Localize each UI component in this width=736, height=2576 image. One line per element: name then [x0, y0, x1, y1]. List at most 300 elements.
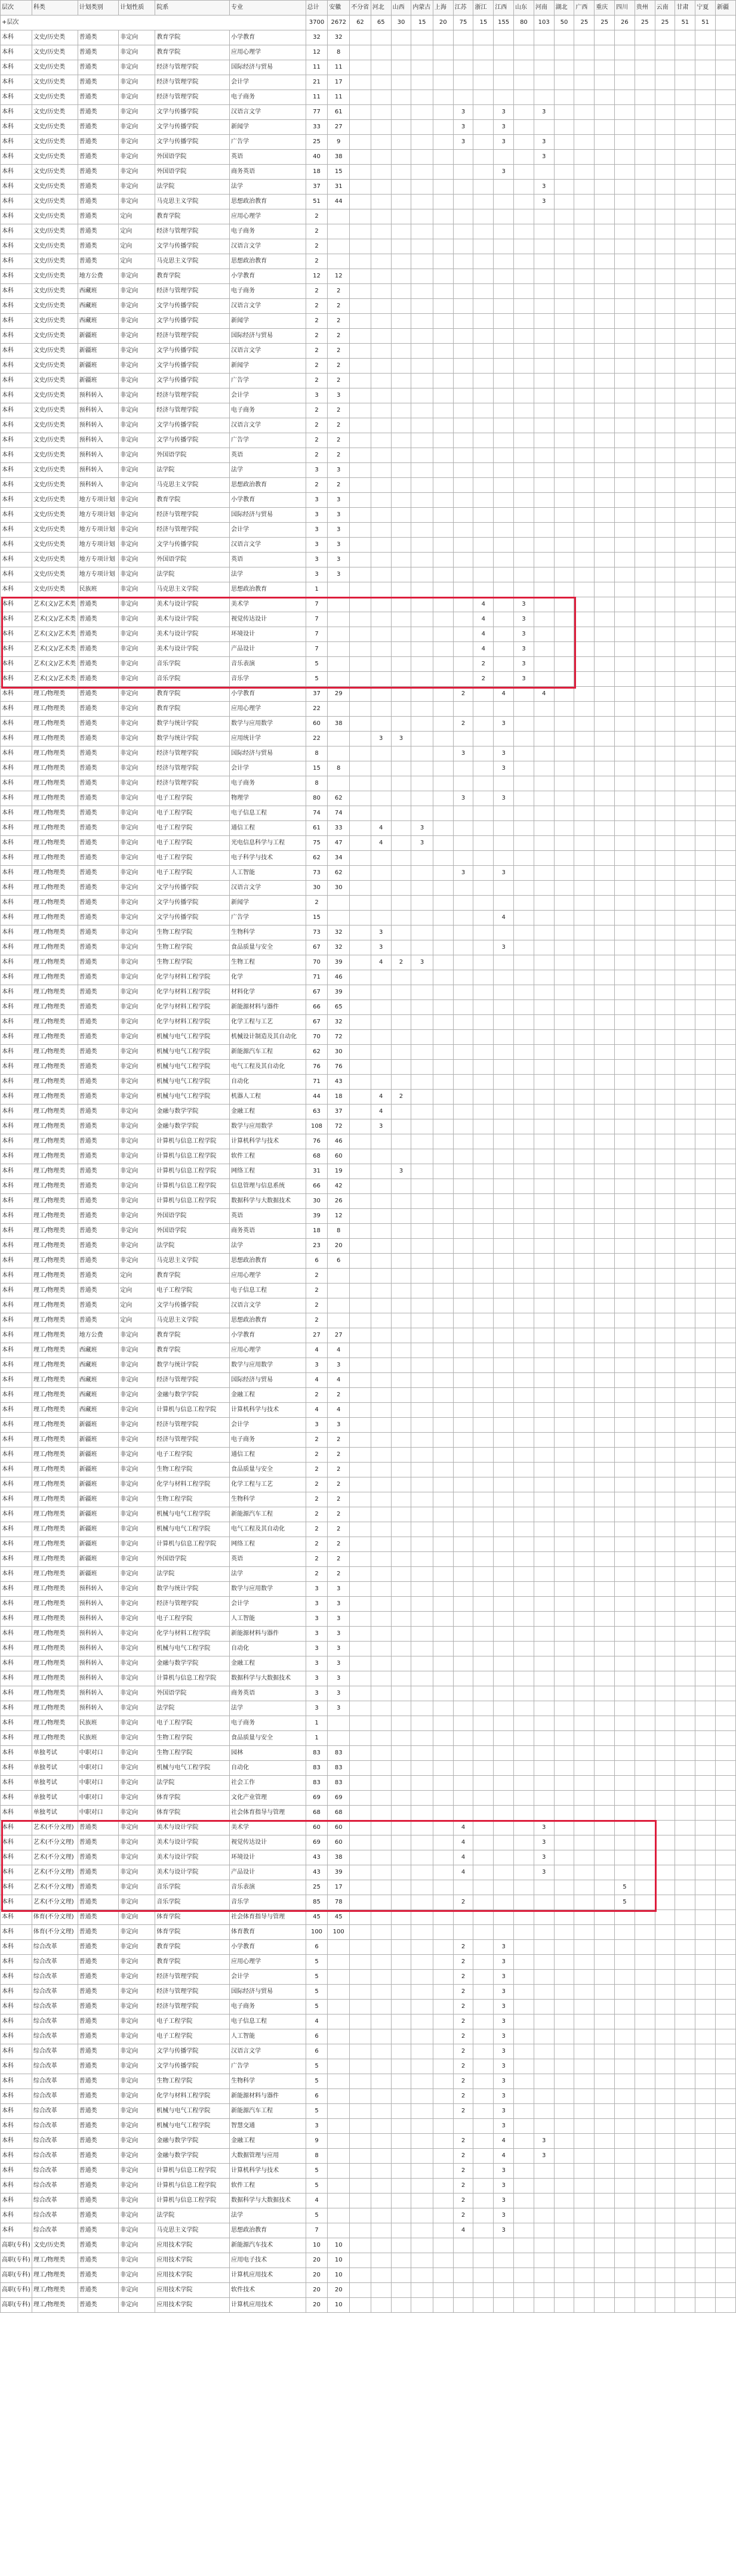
table-cell [514, 1179, 534, 1194]
table-cell [433, 2179, 453, 2194]
table-cell: 非定向 [119, 374, 155, 388]
table-cell [371, 1015, 391, 1030]
table-cell [716, 1880, 736, 1895]
table-cell [554, 388, 574, 403]
table-cell [635, 1134, 655, 1149]
table-cell: 本科 [1, 2164, 32, 2179]
table-cell: 3 [328, 1597, 350, 1612]
table-cell: 新疆班 [78, 1418, 119, 1433]
table-cell: 地方专项计划 [78, 493, 119, 508]
table-cell [514, 329, 534, 344]
table-cell [615, 970, 635, 985]
table-cell: 文史/历史类 [32, 269, 78, 284]
table-cell: 普通类 [78, 165, 119, 180]
table-cell: 西藏班 [78, 1373, 119, 1388]
table-cell [391, 2029, 411, 2044]
table-cell [695, 1179, 716, 1194]
table-cell: 应用技术学院 [155, 2253, 230, 2268]
table-cell: 本科 [1, 851, 32, 866]
table-cell: 文学与传播学院 [155, 344, 230, 359]
table-cell [433, 2044, 453, 2059]
table-cell: 外国语学院 [155, 165, 230, 180]
table-cell: 新疆班 [78, 1567, 119, 1582]
table-cell [675, 687, 695, 702]
table-cell: 定向 [119, 254, 155, 269]
table-cell [433, 2268, 453, 2283]
table-cell [554, 359, 574, 374]
table-cell [453, 463, 473, 478]
table-cell: 5 [306, 2059, 328, 2074]
table-cell: 42 [328, 1179, 350, 1194]
table-cell: 马克思主义学院 [155, 2223, 230, 2238]
table-cell [615, 463, 635, 478]
table-cell [514, 493, 534, 508]
column-header[interactable]: 专业 [230, 1, 306, 16]
table-cell [473, 1477, 494, 1492]
table-cell [494, 1686, 514, 1701]
table-cell: 62 [306, 1045, 328, 1060]
table-cell: 理工/物理类 [32, 896, 78, 911]
table-cell: 非定向 [119, 2119, 155, 2134]
table-cell [595, 1865, 615, 1880]
table-cell [615, 1970, 635, 1985]
column-header[interactable]: 山西 [391, 1, 411, 16]
table-cell [655, 60, 675, 75]
table-cell: 本科 [1, 1448, 32, 1463]
column-header[interactable]: 云南 [655, 1, 675, 16]
table-cell [716, 2044, 736, 2059]
table-cell: 地方专项计划 [78, 553, 119, 567]
table-cell [371, 1597, 391, 1612]
table-cell: 文学与传播学院 [155, 896, 230, 911]
table-cell: 理工/物理类 [32, 911, 78, 925]
table-cell [411, 508, 433, 523]
table-cell [391, 2268, 411, 2283]
table-cell: 7 [306, 627, 328, 642]
table-cell: 普通类 [78, 1955, 119, 1970]
table-cell [453, 1075, 473, 1090]
table-cell [411, 791, 433, 806]
table-cell [391, 1761, 411, 1776]
table-cell [514, 165, 534, 180]
table-cell [514, 1627, 534, 1642]
table-cell [655, 657, 675, 672]
table-cell: 教育学院 [155, 209, 230, 224]
table-cell [716, 1463, 736, 1477]
table-cell [371, 970, 391, 985]
table-cell [655, 195, 675, 209]
table-cell [473, 1134, 494, 1149]
table-cell: 3 [306, 553, 328, 567]
table-cell [615, 1910, 635, 1925]
table-cell [635, 567, 655, 582]
table-cell [391, 1776, 411, 1791]
table-cell: 30 [328, 1045, 350, 1060]
total-label[interactable]: +层次 [1, 16, 306, 30]
table-cell [675, 2014, 695, 2029]
table-cell [655, 1537, 675, 1552]
table-cell [574, 1075, 595, 1090]
table-cell: 1 [306, 1716, 328, 1731]
table-cell: 本科 [1, 1791, 32, 1806]
column-header[interactable]: 新疆 [716, 1, 736, 16]
table-cell: 3 [328, 538, 350, 553]
table-cell [391, 2119, 411, 2134]
table-cell [574, 2119, 595, 2134]
table-cell [350, 1328, 371, 1343]
column-header[interactable]: 湖北 [554, 1, 574, 16]
table-cell: 预科转入 [78, 1582, 119, 1597]
header-row [1, 1, 736, 16]
table-cell [473, 1343, 494, 1358]
table-cell [371, 687, 391, 702]
table-cell: 经济与管理学院 [155, 75, 230, 90]
table-row [1, 2253, 736, 2268]
table-cell: 预科转入 [78, 1671, 119, 1686]
table-cell [595, 1388, 615, 1403]
table-cell [655, 836, 675, 851]
table-cell: 中职对口 [78, 1776, 119, 1791]
table-row [1, 1865, 736, 1880]
table-cell [494, 1060, 514, 1075]
table-cell [494, 1806, 514, 1821]
table-cell [695, 344, 716, 359]
table-cell: 12 [328, 1209, 350, 1224]
table-cell [554, 60, 574, 75]
table-cell [534, 567, 554, 582]
table-cell [716, 418, 736, 433]
table-cell [473, 1060, 494, 1075]
table-cell: 75 [306, 836, 328, 851]
table-cell [371, 329, 391, 344]
table-cell [716, 1731, 736, 1746]
table-cell [494, 1477, 514, 1492]
table-cell: 通信工程 [230, 821, 306, 836]
table-cell [695, 150, 716, 165]
table-cell: 化学与材料工程学院 [155, 970, 230, 985]
table-cell [554, 1388, 574, 1403]
table-cell [514, 2238, 534, 2253]
table-cell [411, 1209, 433, 1224]
table-cell: 6 [306, 1940, 328, 1955]
table-cell: 27 [306, 1328, 328, 1343]
table-cell [615, 1940, 635, 1955]
table-cell: 普通类 [78, 1940, 119, 1955]
table-cell: 数学与应用数学 [230, 1119, 306, 1134]
table-cell: 本科 [1, 1000, 32, 1015]
table-cell: 普通类 [78, 2238, 119, 2253]
column-header[interactable]: 计划类别 [78, 1, 119, 16]
table-cell [635, 687, 655, 702]
table-cell [514, 2223, 534, 2238]
table-cell [534, 1761, 554, 1776]
table-cell [514, 1463, 534, 1477]
table-cell: 艺术(不分文理) [32, 1865, 78, 1880]
table-cell [675, 1985, 695, 2000]
table-cell: 非定向 [119, 925, 155, 940]
table-cell [514, 1671, 534, 1686]
table-cell [655, 90, 675, 105]
table-cell [453, 493, 473, 508]
table-cell [473, 2059, 494, 2074]
table-cell: 3 [494, 2223, 514, 2238]
table-cell [411, 1671, 433, 1686]
table-cell [695, 1060, 716, 1075]
table-cell: 30 [306, 881, 328, 896]
table-cell [574, 836, 595, 851]
table-cell: 艺术(文)/艺术类 [32, 612, 78, 627]
column-header[interactable]: 江西 [494, 1, 514, 16]
table-cell [534, 1642, 554, 1656]
table-cell: 本科 [1, 269, 32, 284]
table-cell: 教育学院 [155, 269, 230, 284]
table-cell [534, 1955, 554, 1970]
table-cell: 数学与应用数学 [230, 1358, 306, 1373]
table-cell [554, 1940, 574, 1955]
column-header[interactable]: 科类 [32, 1, 78, 16]
table-cell [473, 180, 494, 195]
table-cell [716, 970, 736, 985]
table-cell: 法学院 [155, 1776, 230, 1791]
table-cell: 3 [328, 523, 350, 538]
table-cell [411, 2149, 433, 2164]
table-cell [433, 2029, 453, 2044]
table-row [1, 1746, 736, 1761]
table-cell: 应用电子技术 [230, 2253, 306, 2268]
table-cell [473, 2119, 494, 2134]
table-cell: 理工/物理类 [32, 1567, 78, 1582]
table-cell [615, 1612, 635, 1627]
column-header[interactable]: 安徽 [328, 1, 350, 16]
table-row [1, 746, 736, 761]
table-cell [716, 925, 736, 940]
table-cell [371, 612, 391, 627]
column-header[interactable]: 宁夏 [695, 1, 716, 16]
table-cell [494, 1522, 514, 1537]
table-cell: 文史/历史类 [32, 284, 78, 299]
table-cell: 2 [306, 359, 328, 374]
table-cell [554, 2134, 574, 2149]
table-cell [534, 2283, 554, 2298]
table-cell: 中职对口 [78, 1761, 119, 1776]
table-cell: 普通类 [78, 1030, 119, 1045]
table-cell [716, 1895, 736, 1910]
table-cell [453, 269, 473, 284]
table-row [1, 493, 736, 508]
table-cell: 2 [473, 657, 494, 672]
table-cell [554, 344, 574, 359]
table-cell [695, 493, 716, 508]
table-cell [695, 1015, 716, 1030]
table-cell: 本科 [1, 403, 32, 418]
table-cell [433, 2000, 453, 2014]
table-cell [595, 2149, 615, 2164]
table-cell: 文史/历史类 [32, 478, 78, 493]
table-cell [494, 2238, 514, 2253]
column-header[interactable]: 院系 [155, 1, 230, 16]
table-cell [494, 1448, 514, 1463]
column-header[interactable]: 计划性质 [119, 1, 155, 16]
table-cell [655, 627, 675, 642]
table-cell: 理工/物理类 [32, 1671, 78, 1686]
table-cell [635, 1433, 655, 1448]
column-header[interactable]: 重庆 [595, 1, 615, 16]
table-cell [350, 1522, 371, 1537]
column-header[interactable]: 广西 [574, 1, 595, 16]
table-cell: 高职(专科) [1, 2268, 32, 2283]
table-cell: 3 [328, 1358, 350, 1373]
table-cell: 普通类 [78, 881, 119, 896]
table-cell: 本科 [1, 433, 32, 448]
table-cell: 会计学 [230, 761, 306, 776]
table-cell: 理工/物理类 [32, 1075, 78, 1090]
column-header[interactable]: 贵州 [635, 1, 655, 16]
table-cell [371, 1388, 391, 1403]
table-cell [371, 1701, 391, 1716]
table-cell [391, 329, 411, 344]
table-cell: 非定向 [119, 1358, 155, 1373]
table-cell: 2 [328, 1388, 350, 1403]
table-cell [574, 1791, 595, 1806]
table-cell [675, 2059, 695, 2074]
table-cell [453, 2298, 473, 2313]
column-header[interactable]: 四川 [615, 1, 635, 16]
table-cell: 本科 [1, 1910, 32, 1925]
table-cell: 3 [306, 1701, 328, 1716]
table-cell [514, 1567, 534, 1582]
table-cell: 西藏班 [78, 1388, 119, 1403]
table-row [1, 1433, 736, 1448]
table-cell: 理工/物理类 [32, 1119, 78, 1134]
table-cell [534, 1477, 554, 1492]
table-cell [350, 314, 371, 329]
table-cell [371, 508, 391, 523]
table-cell [514, 1746, 534, 1761]
table-cell: 文史/历史类 [32, 418, 78, 433]
table-cell [473, 553, 494, 567]
table-row [1, 2074, 736, 2089]
table-cell [615, 896, 635, 911]
column-header[interactable]: 浙江 [473, 1, 494, 16]
table-cell [371, 1985, 391, 2000]
table-cell [371, 1149, 391, 1164]
table-cell: 计算机科学与技术 [230, 1403, 306, 1418]
column-header[interactable]: 河北 [371, 1, 391, 16]
table-cell: 单独考试 [32, 1761, 78, 1776]
table-cell [371, 2164, 391, 2179]
table-cell [371, 791, 391, 806]
table-cell [615, 2089, 635, 2104]
table-cell [371, 881, 391, 896]
table-cell [595, 1328, 615, 1343]
column-header[interactable]: 不分省 [350, 1, 371, 16]
table-cell [695, 1298, 716, 1313]
column-header[interactable]: 甘肃 [675, 1, 695, 16]
table-cell: 非定向 [119, 2179, 155, 2194]
table-cell [595, 881, 615, 896]
table-cell: 本科 [1, 1403, 32, 1418]
column-header[interactable]: 层次 [1, 1, 32, 16]
table-cell: 经济与管理学院 [155, 1597, 230, 1612]
table-cell [675, 1716, 695, 1731]
table-cell [595, 1119, 615, 1134]
table-cell [514, 1403, 534, 1418]
table-cell: 普通类 [78, 1105, 119, 1119]
table-row [1, 940, 736, 955]
table-cell [635, 1463, 655, 1477]
table-cell [391, 1477, 411, 1492]
table-cell: 5 [306, 2179, 328, 2194]
table-row [1, 1373, 736, 1388]
table-cell [391, 1254, 411, 1269]
table-cell [595, 1090, 615, 1105]
column-header[interactable]: 上海 [433, 1, 453, 16]
table-cell [350, 1194, 371, 1209]
table-cell [716, 2134, 736, 2149]
column-header[interactable]: 总计 [306, 1, 328, 16]
table-cell [716, 60, 736, 75]
table-cell: 文化产业管理 [230, 1791, 306, 1806]
table-cell: 本科 [1, 165, 32, 180]
column-header[interactable]: 山东 [514, 1, 534, 16]
table-cell: 5 [306, 672, 328, 687]
table-cell [675, 403, 695, 418]
table-cell [514, 2029, 534, 2044]
column-header[interactable]: 江苏 [453, 1, 473, 16]
table-cell [453, 776, 473, 791]
table-cell [655, 985, 675, 1000]
table-cell [595, 2074, 615, 2089]
table-row [1, 776, 736, 791]
table-cell: 应用技术学院 [155, 2283, 230, 2298]
table-cell [473, 2164, 494, 2179]
table-cell [574, 821, 595, 836]
table-cell [695, 2268, 716, 2283]
table-cell: 非定向 [119, 687, 155, 702]
table-cell: 文史/历史类 [32, 463, 78, 478]
table-cell [411, 478, 433, 493]
table-cell [554, 30, 574, 45]
table-row [1, 2283, 736, 2298]
column-header[interactable]: 河南 [534, 1, 554, 16]
table-cell: 理工/物理类 [32, 1149, 78, 1164]
table-cell [473, 1835, 494, 1850]
table-cell: 本科 [1, 1701, 32, 1716]
table-cell: 32 [328, 925, 350, 940]
table-cell: 教育学院 [155, 1940, 230, 1955]
table-cell [716, 1612, 736, 1627]
table-cell: 本科 [1, 30, 32, 45]
table-cell [391, 970, 411, 985]
table-cell [473, 582, 494, 597]
table-cell [716, 1105, 736, 1119]
table-cell [655, 955, 675, 970]
table-cell: 4 [453, 2223, 473, 2238]
table-cell: 化学工程与工艺 [230, 1015, 306, 1030]
table-cell [411, 1701, 433, 1716]
table-cell [574, 1970, 595, 1985]
column-header[interactable]: 内蒙古 [411, 1, 433, 16]
table-cell [675, 150, 695, 165]
table-cell: 2 [473, 672, 494, 687]
table-cell [716, 2119, 736, 2134]
table-cell [655, 388, 675, 403]
table-cell: 非定向 [119, 1134, 155, 1149]
table-cell: 本科 [1, 1656, 32, 1671]
table-cell: 非定向 [119, 1731, 155, 1746]
table-cell [695, 269, 716, 284]
table-cell [574, 433, 595, 448]
